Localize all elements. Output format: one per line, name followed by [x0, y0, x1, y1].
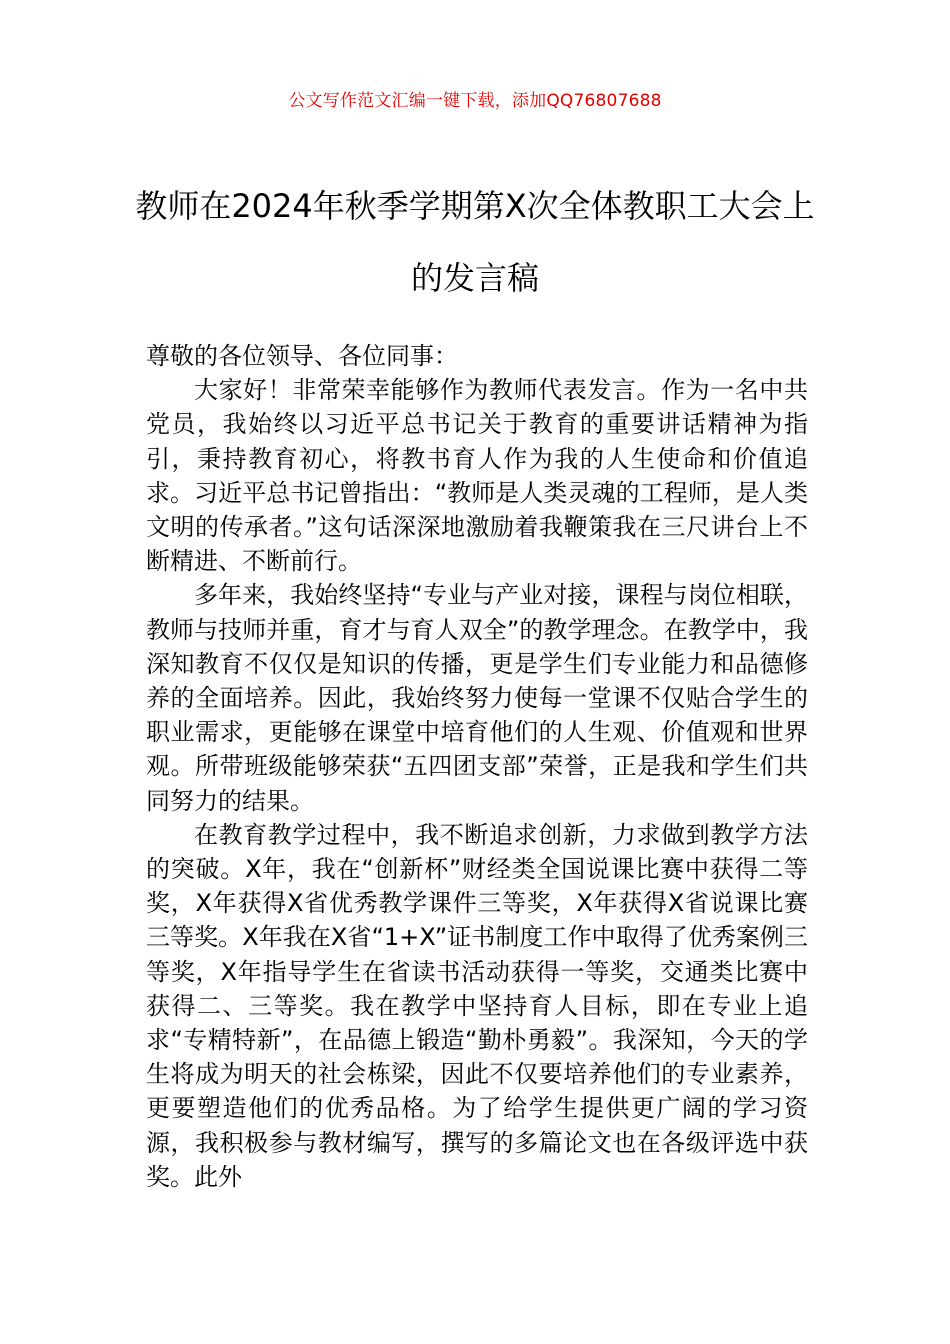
- document-body: [146, 339, 808, 1194]
- paragraph-teaching-philosophy: 多年来，我始终坚持“专业与产业对接，课程与岗位相联，教师与技师并重，育才与育人双全”的教学理念。在教学中，我深知教育不仅仅是知识的传播，更是学生们专业能力和品德修养的全面培养。因此，我始终努力使每一堂课不仅贴合学生的职业需求，更能够在课堂中培育他们的人生观、价值观和世界观。所带班级能够荣获“五四团支部”荣誉，正是我和学生们共同努力的结果。: [146, 581, 808, 815]
- salutation: 尊敬的各位领导、各位同事：: [146, 342, 458, 370]
- download-promo-note: 公文写作范文汇编一键下载，添加QQ76807688: [288, 91, 662, 111]
- document-title: 教师在2024年秋季学期第X次全体教职工大会上的发言稿: [135, 187, 815, 297]
- paragraph-intro: 大家好！非常荣幸能够作为教师代表发言。作为一名中共党员，我始终以习近平总书记关于教育的重要讲话精神为指引，秉持教育初心，将教书育人作为我的人生使命和价值追求。习近平总书记曾指出：“教师是人类灵魂的工程师，是人类文明的传承者。”这句话深深地激励着我鞭策我在三尺讲台上不断精进、不断前行。: [146, 376, 808, 576]
- paragraph-achievements: 在教育教学过程中，我不断追求创新，力求做到教学方法的突破。X年，我在“创新杯”财经类全国说课比赛中获得二等奖，X年获得X省优秀教学课件三等奖，X年获得X省说课比赛三等奖。X年我在X省“1+X”证书制度工作中取得了优秀案例三等奖，X年指导学生在省读书活动获得一等奖，交通类比赛中获得二、三等奖。我在教学中坚持育人目标，即在专业上追求“专精特新”，在品德上锻造“勤朴勇毅”。我深知，今天的学生将成为明天的社会栋梁，因此不仅要培养他们的专业素养，更要塑造他们的优秀品格。为了给学生提供更广阔的学习资源，我积极参与教材编写，撰写的多篇论文也在各级评选中获奖。此外: [146, 820, 808, 1191]
